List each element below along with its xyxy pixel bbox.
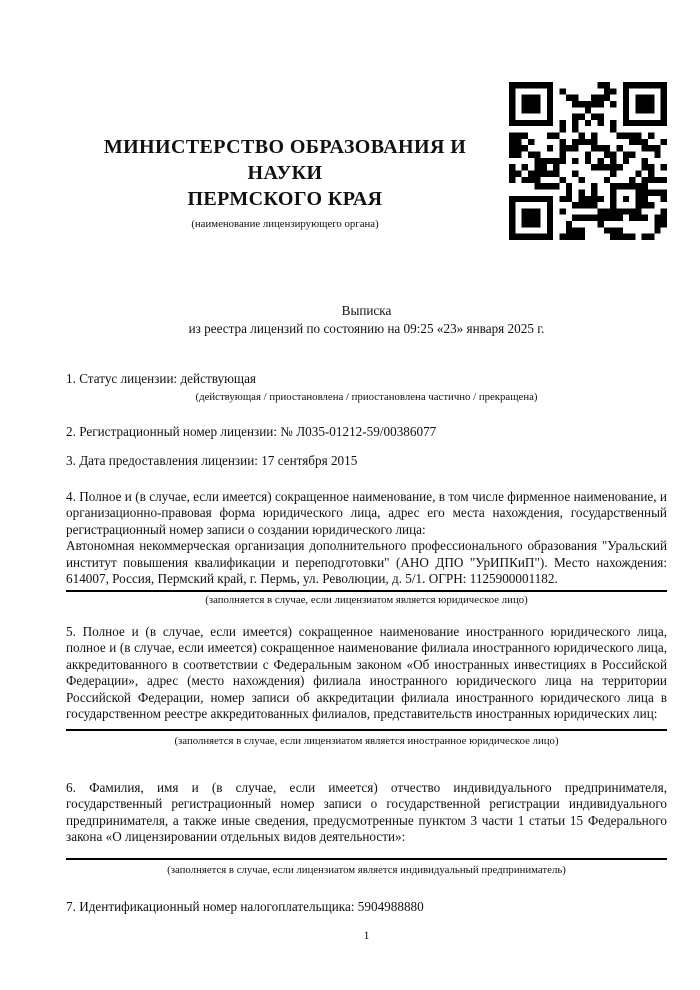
legal-entity-label: 4. Полное и (в случае, если имеется) сокращенное наименование, в том числе фирменное наименование, и организационно-правовая форма юридического лица, адрес его места нахождения, государственный регистрационный номер записи о создании юридического лица:	[66, 488, 667, 537]
licensing-authority-name	[66, 134, 504, 212]
section-individual-entrepreneur-caption: (заполняется в случае, если лицензиатом является индивидуальный предприниматель)	[167, 863, 566, 876]
section-license-status-caption: (действующая / приостановлена / приостановлена частично / прекращена)	[195, 390, 538, 403]
section-legal-entity-caption: (заполняется в случае, если лицензиатом является юридическое лицо)	[205, 593, 528, 606]
ministry-name-line1: МИНИСТЕРСТВО ОБРАЗОВАНИЯ И НАУКИ	[103, 136, 467, 184]
document-title	[66, 302, 667, 337]
individual-entrepreneur-blank-line	[66, 858, 667, 860]
section-grant-date: 3. Дата предоставления лицензии: 17 сентября 2015	[66, 453, 358, 468]
section-individual-entrepreneur	[66, 780, 667, 860]
section-legal-entity	[66, 489, 667, 592]
document-header	[66, 0, 667, 240]
document-title-line1: Выписка	[341, 303, 392, 318]
qr-code-icon	[509, 82, 667, 240]
licensing-authority-block	[66, 134, 504, 231]
licensing-authority-caption: (наименование лицензирующего органа)	[191, 218, 379, 230]
section-foreign-entity-caption: (заполняется в случае, если лицензиатом является иностранное юридическое лицо)	[174, 734, 559, 747]
section-foreign-entity	[66, 624, 667, 731]
foreign-entity-label: 5. Полное и (в случае, если имеется) сокращенное наименование иностранного юридического лица, полное и (в случае, если имеется) сокращенное наименование филиала иностранного юридического лица, аккредитованного в соответствии с Федеральным законом «Об иностранных инвестициях в Российской Федерации», адрес (место нахождения) филиала иностранного юридического лица на территории Российской Федерации, номер записи об аккредитации филиала иностранного юридического лица в государственном реестре аккредитованных филиалов, представительств иностранных юридических лиц:	[66, 623, 667, 721]
section-taxpayer-number: 7. Идентификационный номер налогоплательщика: 5904988880	[66, 898, 424, 914]
page-number: 1	[363, 928, 370, 942]
section-registration-number: 2. Регистрационный номер лицензии: № Л035-01212-59/00386077	[66, 423, 437, 439]
section-license-status: 1. Статус лицензии: действующая	[66, 371, 257, 386]
foreign-entity-blank-line	[66, 729, 667, 731]
document-title-line2: из реестра лицензий по состоянию на 09:25 «23» января 2025 г.	[188, 320, 545, 336]
ministry-name-line2: ПЕРМСКОГО КРАЯ	[187, 188, 383, 210]
legal-entity-value: Автономная некоммерческая организация дополнительного профессионального образования "Уральский институт повышения квалификации и переподготовки" (АНО ДПО "УрИПКиП"). Место нахождения: 614007, Россия, Пермский край, г. Пермь, ул. Революции, д. 5/1. ОГРН: 1125900001182.	[66, 538, 667, 592]
individual-entrepreneur-label: 6. Фамилия, имя и (в случае, если имеется) отчество индивидуального предпринимателя, государственный регистрационный номер записи о государственной регистрации индивидуального предпринимателя, а также иные сведения, предусмотренные пунктом 3 части 1 статьи 15 Федерального закона «О лицензировании отдельных видов деятельности»:	[66, 779, 667, 844]
